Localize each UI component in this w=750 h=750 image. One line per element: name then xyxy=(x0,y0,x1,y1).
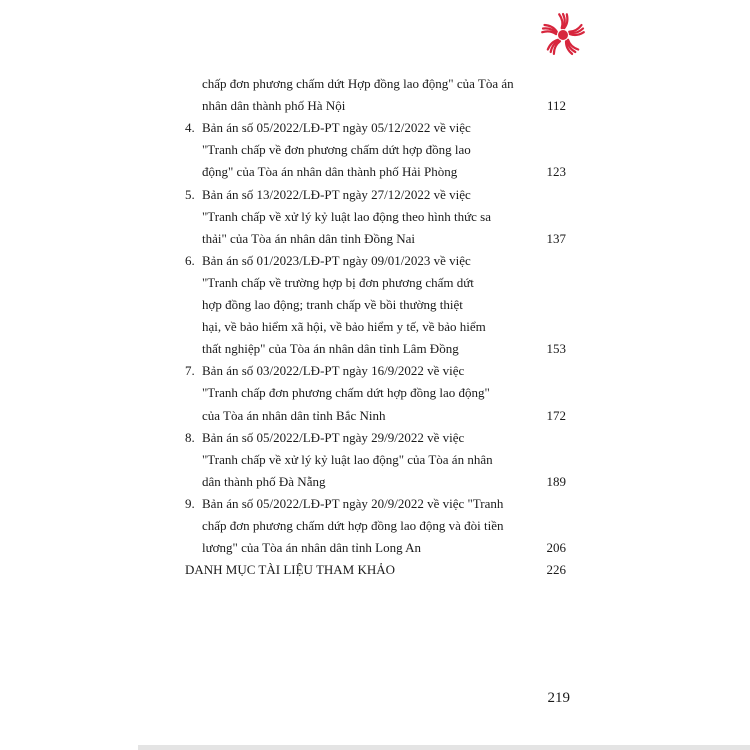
page-number: 219 xyxy=(547,690,570,706)
toc-entry-number: 9. xyxy=(185,495,195,511)
toc-entry-text: "Tranh chấp về đơn phương chấm dứt hợp đồng lao xyxy=(202,142,471,158)
toc-entry-text: chấp đơn phương chấm dứt Hợp đồng lao động" của Tòa án xyxy=(202,76,514,91)
toc-entry-page: 206 xyxy=(546,540,566,556)
toc-line xyxy=(0,117,750,139)
toc-entry-text: Bản án số 01/2023/LĐ-PT ngày 09/01/2023 về việc xyxy=(202,252,471,268)
toc-line xyxy=(0,316,750,338)
references-heading: DANH MỤC TÀI LIỆU THAM KHẢO xyxy=(185,562,396,578)
toc-entry-text: thất nghiệp" của Tòa án nhân dân tỉnh Lâm Đồng xyxy=(202,341,459,357)
toc-entry-text: "Tranh chấp đơn phương chấm dứt hợp đồng lao động" xyxy=(202,385,490,401)
toc-entry-text: "Tranh chấp về xử lý kỷ luật lao động" của Tòa án nhân xyxy=(202,451,493,467)
toc-entry-page: 172 xyxy=(546,407,566,423)
toc-line xyxy=(0,338,750,360)
toc-entry-text: "Tranh chấp về xử lý kỷ luật lao động theo hình thức sa xyxy=(202,208,491,224)
page-bottom-edge xyxy=(138,745,750,750)
toc-entry-number: 5. xyxy=(185,186,195,202)
toc-line xyxy=(0,493,750,515)
toc-entry-page: 137 xyxy=(546,230,566,246)
toc-entry-text: dân thành phố Đà Nẵng xyxy=(202,473,326,489)
toc-entry-page: 123 xyxy=(546,164,566,180)
toc-line xyxy=(0,250,750,272)
toc-line xyxy=(0,139,750,161)
toc-entry-page: 189 xyxy=(546,473,566,489)
toc-line xyxy=(0,272,750,294)
toc-entry-number: 8. xyxy=(185,429,195,445)
toc-entry-text: Bản án số 05/2022/LĐ-PT ngày 05/12/2022 về việc xyxy=(202,120,471,136)
toc-entry-page: 112 xyxy=(546,98,566,114)
toc-line xyxy=(0,382,750,404)
toc-line xyxy=(0,537,750,559)
toc-line xyxy=(0,73,750,95)
toc-entry-text: Bản án số 05/2022/LĐ-PT ngày 20/9/2022 về việc "Tranh xyxy=(202,495,504,511)
toc-entry-text: "Tranh chấp về trường hợp bị đơn phương chấm dứt xyxy=(202,274,474,290)
toc-line xyxy=(0,427,750,449)
toc-entry-number: 4. xyxy=(185,120,195,136)
toc-entry-text: Bản án số 05/2022/LĐ-PT ngày 29/9/2022 về việc xyxy=(202,429,465,445)
toc-line xyxy=(0,228,750,250)
toc-line xyxy=(0,515,750,537)
toc-entry-text: thải" của Tòa án nhân dân tỉnh Đồng Nai xyxy=(202,230,416,246)
toc-line xyxy=(0,161,750,183)
toc-line xyxy=(0,95,750,117)
toc-entry-text: hại, về bảo hiểm xã hội, về bảo hiểm y tế, về bảo hiểm xyxy=(202,319,486,335)
toc-line xyxy=(0,449,750,471)
references-page: 226 xyxy=(546,562,566,578)
toc-entry-text: lương" của Tòa án nhân dân tỉnh Long An xyxy=(202,540,422,556)
toc-entry-text: chấp đơn phương chấm dứt hợp đồng lao động và đòi tiền xyxy=(202,518,504,533)
toc-line xyxy=(0,184,750,206)
toc-entry-number: 6. xyxy=(185,252,195,268)
toc-references-line xyxy=(0,559,750,581)
toc-entry-text: của Tòa án nhân dân tỉnh Bắc Ninh xyxy=(202,407,386,423)
toc-line xyxy=(0,294,750,316)
toc-entry-number: 7. xyxy=(185,363,195,379)
toc-entry-text: hợp đồng lao động; tranh chấp về bồi thường thiệt xyxy=(202,297,463,312)
toc-entry-text: động" của Tòa án nhân dân thành phố Hải Phòng xyxy=(202,164,458,180)
toc-entry-page: 153 xyxy=(546,341,566,357)
toc-entry-text: Bản án số 13/2022/LĐ-PT ngày 27/12/2022 về việc xyxy=(202,186,471,202)
toc-entry-text: Bản án số 03/2022/LĐ-PT ngày 16/9/2022 về việc xyxy=(202,363,465,379)
toc-line xyxy=(0,471,750,493)
toc-line xyxy=(0,360,750,382)
toc-line xyxy=(0,206,750,228)
toc-entry-text: nhân dân thành phố Hà Nội xyxy=(202,98,346,114)
toc-line xyxy=(0,405,750,427)
